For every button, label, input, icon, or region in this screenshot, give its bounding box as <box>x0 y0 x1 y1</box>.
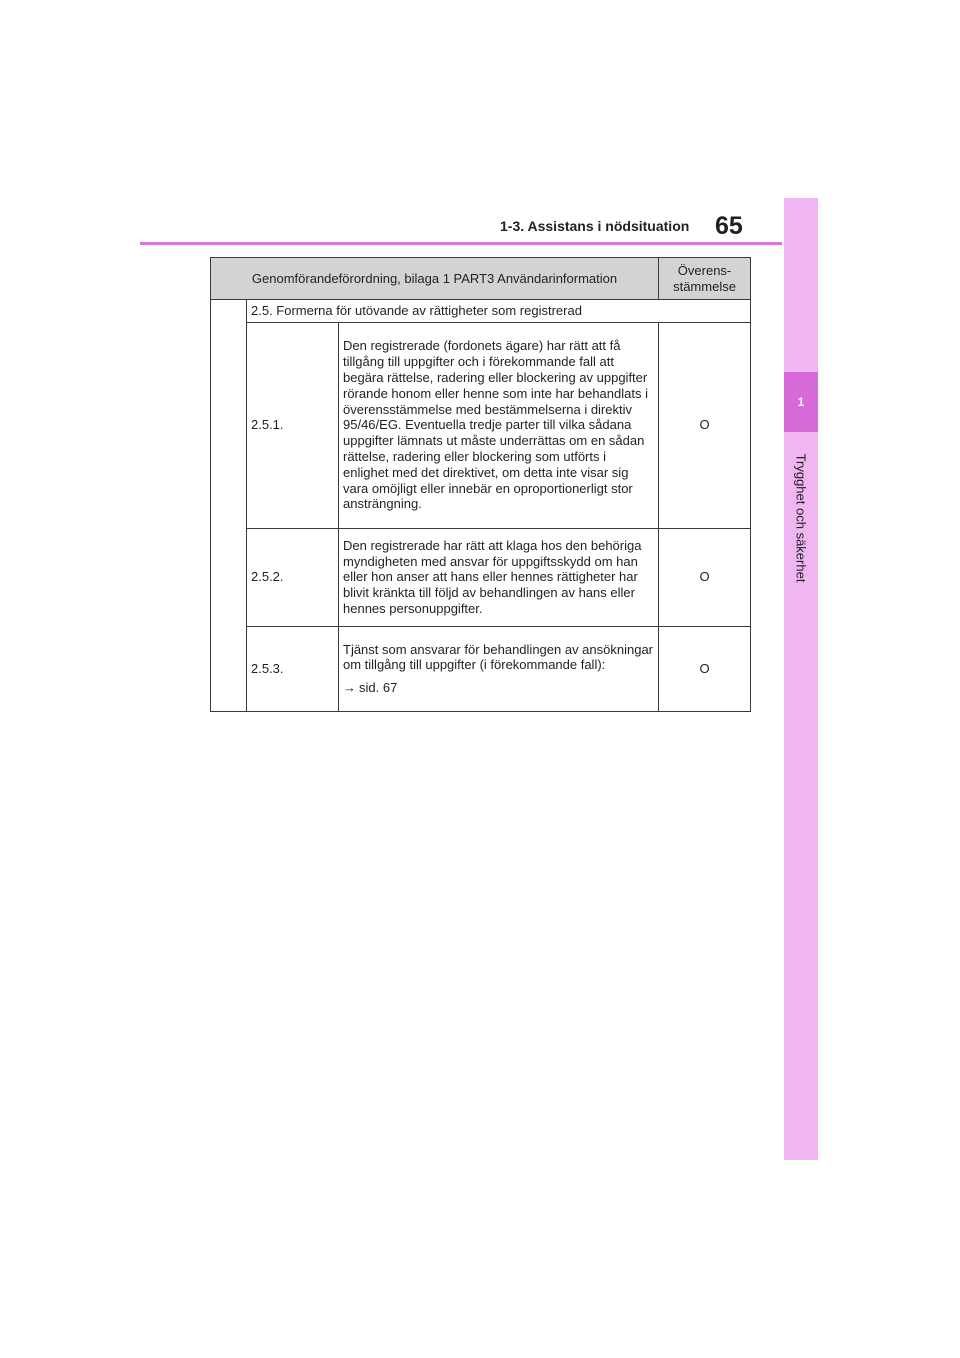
item-description: Den registrerade har rätt att klaga hos den behöriga myndigheten med ansvar för uppgiftsskydd om han eller hon anser att hans eller hennes rättigheter har blivit kränkta till följd av behandlingen av hans eller hennes personuppgifter. <box>339 528 659 626</box>
section-heading: 2.5. Formerna för utövande av rättigheter som registrerad <box>247 300 751 323</box>
item-number: 2.5.1. <box>247 322 339 528</box>
side-chapter-number: 1 <box>784 372 818 432</box>
side-chapter-title: Trygghet och säkerhet <box>793 453 809 583</box>
compliance-value: O <box>659 528 751 626</box>
header-rule <box>140 242 782 245</box>
item-number: 2.5.3. <box>247 626 339 711</box>
information-table <box>210 257 751 712</box>
table-row <box>211 528 751 626</box>
side-tab <box>784 198 818 1160</box>
item-description: Tjänst som ansvarar för behandlingen av ansökningar om tillgång till uppgifter (i förekommande fall): → sid. 67 <box>339 626 659 711</box>
table-header-row <box>211 258 751 300</box>
column-header-regulation: Genomförandeförordning, bilaga 1 PART3 Användarinformation <box>211 258 659 300</box>
indent-cell <box>211 300 247 712</box>
arrow-right-icon: → <box>343 680 356 696</box>
page-reference-link[interactable]: sid. 67 <box>359 680 398 696</box>
table-row <box>211 322 751 528</box>
column-header-compliance: Överens- stämmelse <box>659 258 751 300</box>
section-row <box>211 300 751 323</box>
compliance-value: O <box>659 626 751 711</box>
page-number: 65 <box>715 212 743 240</box>
item-description: Den registrerade (fordonets ägare) har rätt att få tillgång till uppgifter och i förekommande fall att begära rättelse, radering eller blockering av uppgifter rörande honom eller henne som inte har behandlats i överensstämmelse med bestämmelserna i direktiv 95/46/EG. Eventuella tredje parter till vilka sådana uppgifter lämnats ut måste underrättas om en sådan rättelse, radering eller blockering som utförts i enlighet med det direktivet, om detta inte visar sig vara omöjligt eller innebär en oproportionerligt stor ansträngning. <box>339 322 659 528</box>
table-row <box>211 626 751 711</box>
section-title: 1-3. Assistans i nödsituation <box>500 218 690 234</box>
compliance-value: O <box>659 322 751 528</box>
item-number: 2.5.2. <box>247 528 339 626</box>
